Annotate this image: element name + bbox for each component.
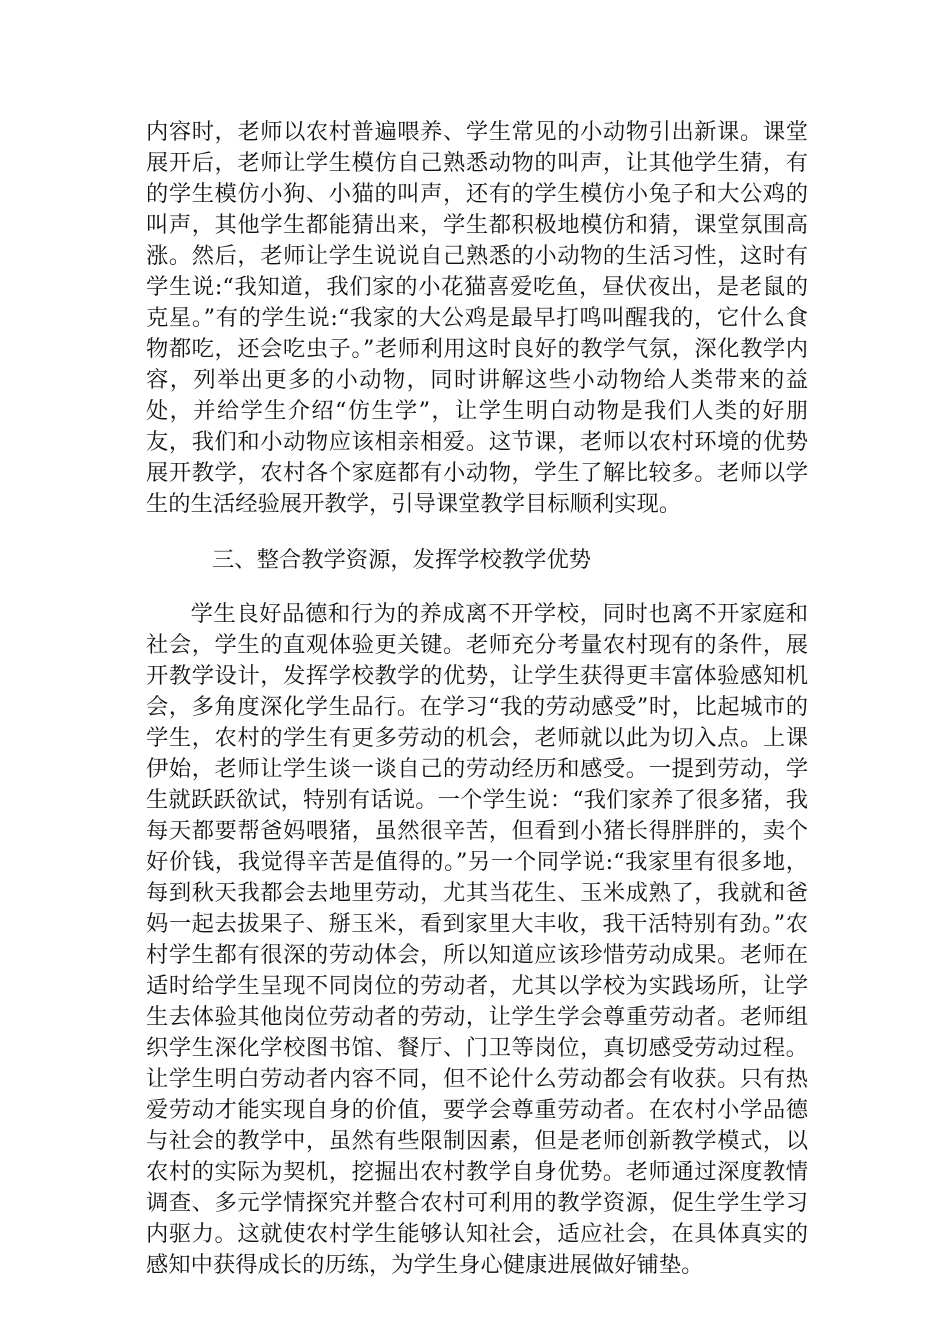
document-body (146, 117, 808, 1281)
body-paragraph: 内容时，老师以农村普遍喂养、学生常见的小动物引出新课。课堂展开后，老师让学生模仿自己熟悉动物的叫声，让其他学生猜，有的学生模仿小狗、小猫的叫声，还有的学生模仿小兔子和大公鸡的叫声，其他学生都能猜出来，学生都积极地模仿和猜，课堂氛围高涨。然后，老师让学生说说自己熟悉的小动物的生活习性，这时有学生说:“我知道，我们家的小花猫喜爱吃鱼，昼伏夜出，是老鼠的克星。”有的学生说:“我家的大公鸡是最早打鸣叫醒我的，它什么食物都吃，还会吃虫子。”老师利用这时良好的教学气氛，深化教学内容，列举出更多的小动物，同时讲解这些小动物给人类带来的益处，并给学生介绍“仿生学”，让学生明白动物是我们人类的好朋友，我们和小动物应该相亲相爱。这节课，老师以农村环境的优势展开教学，农村各个家庭都有小动物，学生了解比较多。老师以学生的生活经验展开教学，引导课堂教学目标顺利实现。 (146, 119, 808, 517)
section-heading: 三、整合教学资源，发挥学校教学优势 (212, 547, 592, 573)
body-paragraph: 学生良好品德和行为的养成离不开学校，同时也离不开家庭和社会，学生的直观体验更关键。老师充分考量农村现有的条件，展开教学设计，发挥学校教学的优势，让学生获得更丰富体验感知机会，多角度深化学生品行。在学习“我的劳动感受”时，比起城市的学生，农村的学生有更多劳动的机会，老师就以此为切入点。上课伊始，老师让学生谈一谈自己的劳动经历和感受。一提到劳动，学生就跃跃欲试，特别有话说。一个学生说：“我们家养了很多猪，我每天都要帮爸妈喂猪，虽然很辛苦，但看到小猪长得胖胖的，卖个好价钱，我觉得辛苦是值得的。”另一个同学说:“我家里有很多地，每到秋天我都会去地里劳动，尤其当花生、玉米成熟了，我就和爸妈一起去拔果子、掰玉米，看到家里大丰收，我干活特别有劲。”农村学生都有很深的劳动体会，所以知道应该珍惜劳动成果。老师在适时给学生呈现不同岗位的劳动者，尤其以学校为实践场所，让学生去体验其他岗位劳动者的劳动，让学生学会尊重劳动者。老师组织学生深化学校图书馆、餐厅、门卫等岗位，真切感受劳动过程。让学生明白劳动者内容不同，但不论什么劳动都会有收获。只有热爱劳动才能实现自身的价值，要学会尊重劳动者。在农村小学品德与社会的教学中，虽然有些限制因素，但是老师创新教学模式，以农村的实际为契机，挖掘出农村教学自身优势。老师通过深度教情调查、多元学情探究并整合农村可利用的教学资源，促生学生学习内驱力。这就使农村学生能够认知社会，适应社会，在具体真实的感知中获得成长的历练，为学生身心健康进展做好铺垫。 (146, 601, 808, 1278)
